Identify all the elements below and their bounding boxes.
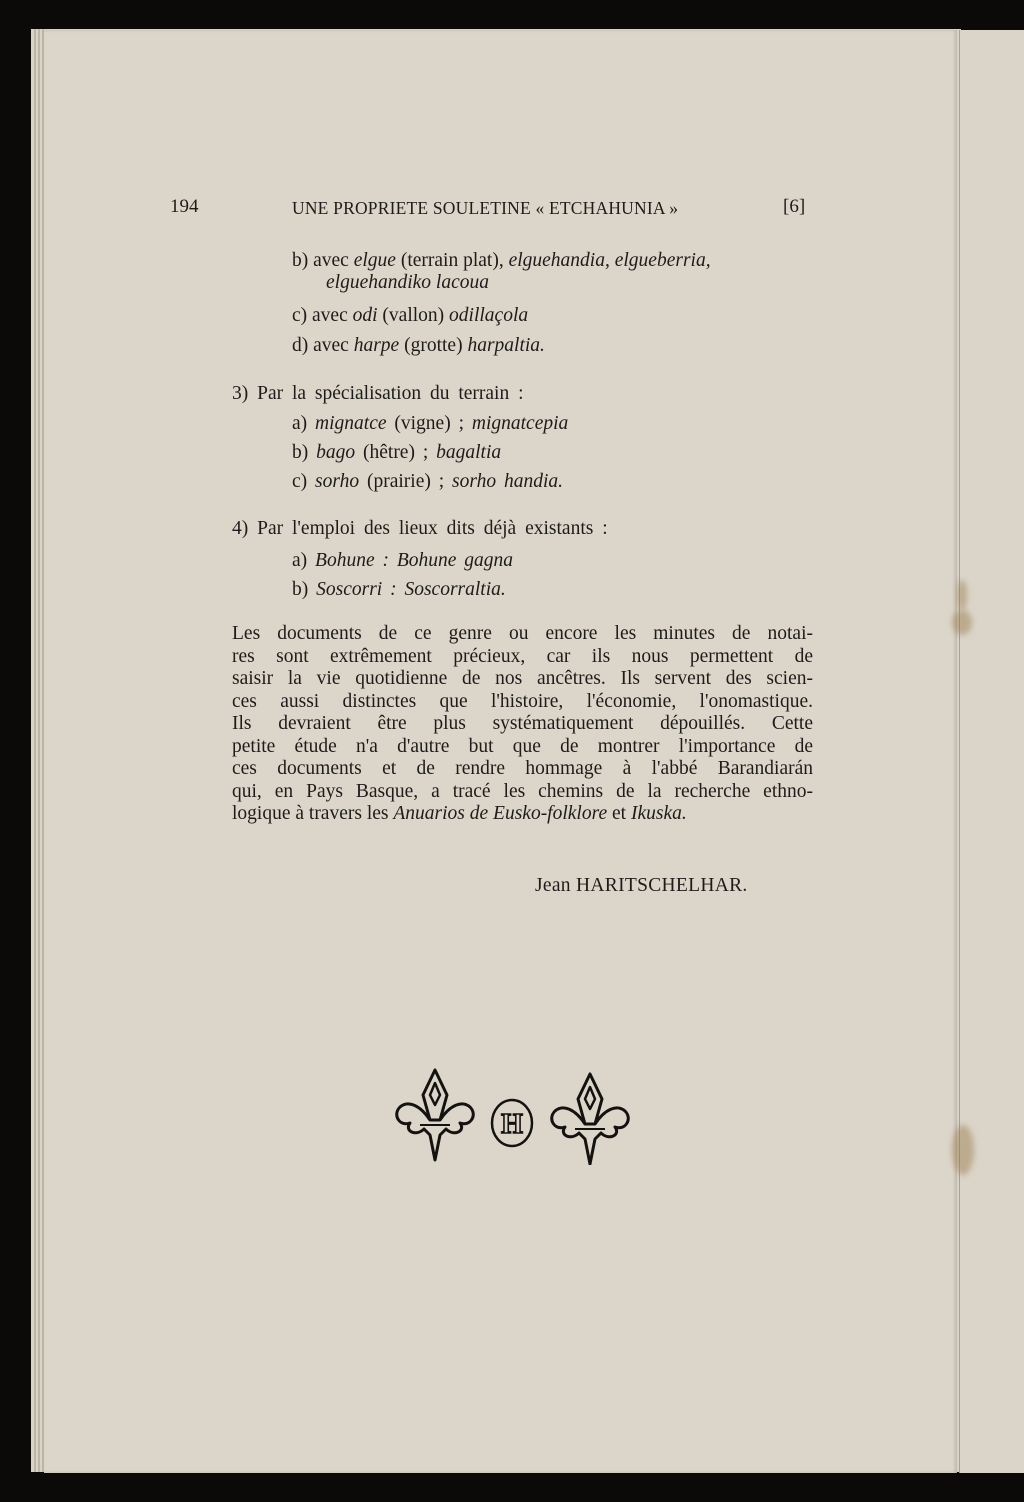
paragraph-line: petite étude n'a d'autre but que de montrer l'importance de [232,735,813,757]
item-word: mignatce [315,413,387,434]
monogram-letter: H [501,1109,523,1140]
list-item [292,413,568,435]
section-heading: 3) Par la spécialisation du terrain : [232,383,524,404]
item-derived: elguehandia, elgueberria, [508,250,711,271]
page-edge-line [38,29,40,1472]
text-run: logique à travers les [232,803,389,824]
item-label: c) [292,471,308,492]
paragraph-line: res sont extrêmement précieux, car ils nous permettent de [232,645,813,667]
list-item [292,305,528,327]
conclusion-paragraph [232,623,813,826]
section-marker: [6] [783,196,806,217]
item-gloss: (vallon) [382,305,445,326]
author-signature: Jean HARITSCHELHAR. [535,875,748,896]
facing-page-edge [959,30,1024,1473]
item-prefix: avec [313,335,349,356]
item-word: harpe [353,335,400,356]
item-word: sorho [315,471,360,492]
paper-stain [952,1125,974,1175]
item-prefix: avec [312,305,348,326]
publication-title: Ikuska. [630,803,687,824]
monogram-seal-icon [492,1100,532,1146]
item-gloss: (prairie) ; [366,471,445,492]
item-label: b) [292,250,309,271]
item-label: d) [292,335,309,356]
list-item-continuation [326,272,489,294]
list-item [292,442,501,464]
publication-title: Anuarios de Eusko-folklore [393,803,608,824]
list-item [292,250,711,272]
running-title: UNE PROPRIETE SOULETINE « ETCHAHUNIA » [292,198,679,218]
item-prefix: avec [313,250,349,271]
page-edge-line [34,29,36,1472]
paragraph-line: Ils devraient être plus systématiquement dépouillés. Cette [232,713,813,734]
item-gloss: (hêtre) ; [363,442,429,463]
list-item [292,471,563,493]
paragraph-last-line [232,803,813,826]
item-derived: harpaltia. [467,335,545,356]
item-derived: sorho handia. [452,471,564,492]
item-label: a) [292,550,308,571]
item-word: elgue [353,250,396,271]
item-word: odi [352,305,378,326]
paper-stain [952,610,972,635]
item-derived: mignatcepia [471,413,569,434]
item-derived: bagaltia [436,442,502,463]
item-derived: odillaçola [449,305,529,326]
text-run: et [612,803,627,824]
item-gloss: (grotte) [404,335,463,356]
paragraph-line: ces aussi distinctes que l'histoire, l'économie, l'onomastique. [232,690,813,712]
paper-stain [957,580,967,610]
paragraph-line: ces documents et de rendre hommage à l'abbé Barandiarán [232,758,813,779]
fleur-de-lis-ornament-icon [390,1065,635,1165]
item-word: bago [316,442,356,463]
paragraph-line: saisir la vie quotidienne de nos ancêtres. Ils servent des scien- [232,668,813,689]
item-text: Bohune : Bohune gagna [315,550,514,571]
section-heading: 4) Par l'emploi des lieux dits déjà existants : [232,518,608,539]
item-gloss: (terrain plat), [400,250,504,271]
page-number: 194 [170,196,199,217]
item-label: a) [292,413,308,434]
paragraph-line: qui, en Pays Basque, a tracé les chemins de la recherche ethno- [232,780,813,802]
item-gloss: (vigne) ; [394,413,464,434]
item-label: c) [292,305,308,326]
fleur-de-lis-left-icon [397,1070,474,1160]
item-derived: elguehandiko lacoua [326,272,489,293]
list-item [292,579,506,601]
fleur-de-lis-right-icon [552,1074,629,1164]
item-label: b) [292,442,309,463]
item-label: b) [292,579,309,600]
item-text: Soscorri : Soscorraltia. [316,579,506,600]
list-item [292,335,545,357]
paragraph-line: Les documents de ce genre ou encore les minutes de notai- [232,623,813,644]
list-item [292,550,513,572]
